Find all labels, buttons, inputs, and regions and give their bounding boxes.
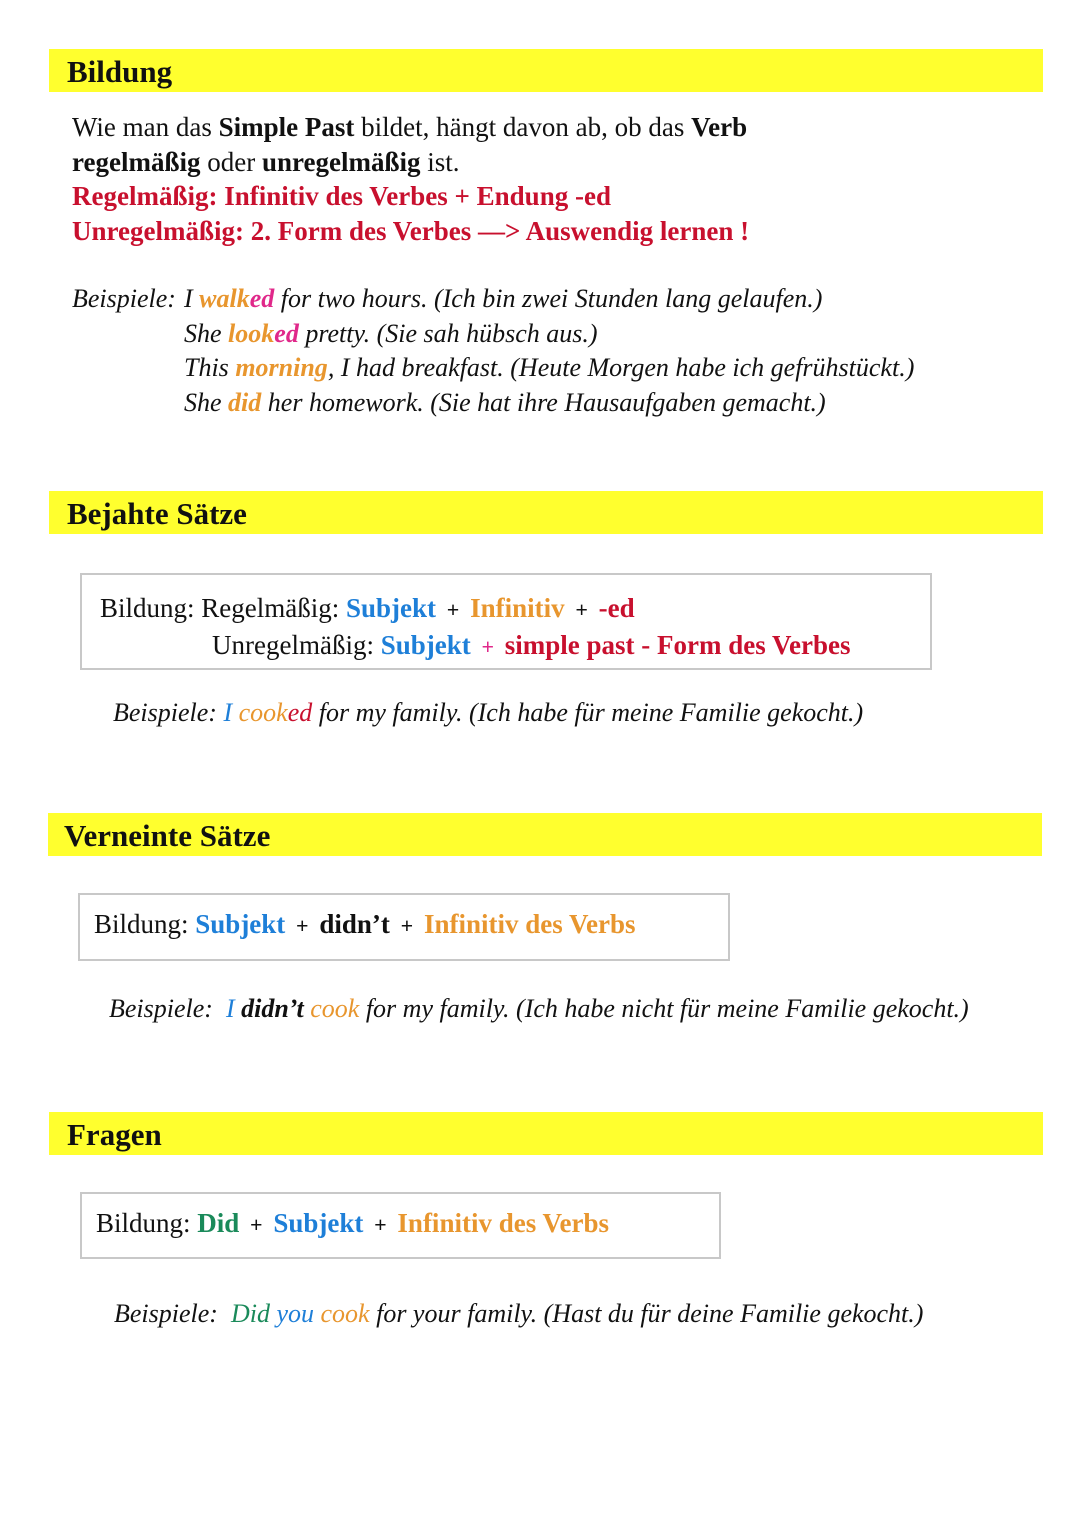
- section-header-fragen: [49, 1112, 1043, 1155]
- rule-irregular: Unregelmäßig: 2. Form des Verbes —> Auswendig lernen !: [72, 215, 750, 246]
- section-title: Bildung: [67, 54, 173, 89]
- example-line: She did her homework. (Sie hat ihre Hausaufgaben gemacht.): [184, 387, 826, 417]
- section-header-bejahte: [49, 491, 1043, 534]
- intro-line-2: regelmäßig oder unregelmäßig ist.: [72, 146, 460, 177]
- formula-line-irregular: Unregelmäßig: Subjekt + simple past - Form des Verbes: [212, 629, 851, 660]
- example-line: This morning, I had breakfast. (Heute Morgen habe ich gefrühstückt.): [184, 353, 915, 382]
- bildung-examples: [72, 282, 914, 420]
- formula-box-fragen: Bildung: Did + Subjekt + Infinitiv des Verbs: [80, 1192, 721, 1259]
- bejahte-example: Beispiele: I cooked for my family. (Ich habe für meine Familie gekocht.): [113, 698, 864, 727]
- term-verb: Verb: [691, 112, 748, 142]
- section-title: Fragen: [67, 1117, 162, 1152]
- formula-line-regular: Bildung: Regelmäßig: Subjekt + Infinitiv + -ed: [100, 593, 635, 623]
- formula-box-bejahte: [80, 573, 932, 670]
- rule-regular: Regelmäßig: Infinitiv des Verbes + Endung -ed: [72, 181, 611, 211]
- section-title: Bejahte Sätze: [67, 496, 247, 531]
- section-title: Verneinte Sätze: [64, 818, 271, 853]
- intro-paragraph: [72, 110, 749, 248]
- fragen-example: Beispiele: Did you cook for your family. (Hast du für deine Familie gekocht.): [114, 1299, 924, 1328]
- intro-line-1: Wie man das Simple Past bildet, hängt davon ab, ob das Verb: [72, 112, 748, 142]
- term-simple-past: Simple Past: [218, 112, 355, 142]
- verneinte-example: Beispiele: I didn’t cook for my family. (Ich habe nicht für meine Familie gekocht.): [109, 994, 969, 1023]
- example-line: She looked pretty. (Sie sah hübsch aus.): [184, 318, 598, 348]
- examples-label: Beispiele:: [72, 284, 176, 313]
- example-line: Beispiele: I walked for two hours. (Ich bin zwei Stunden lang gelaufen.): [72, 282, 914, 317]
- section-header-verneinte: [48, 813, 1042, 856]
- formula-box-verneinte: Bildung: Subjekt + didn’t + Infinitiv des Verbs: [78, 893, 730, 961]
- section-header-bildung: [49, 49, 1043, 92]
